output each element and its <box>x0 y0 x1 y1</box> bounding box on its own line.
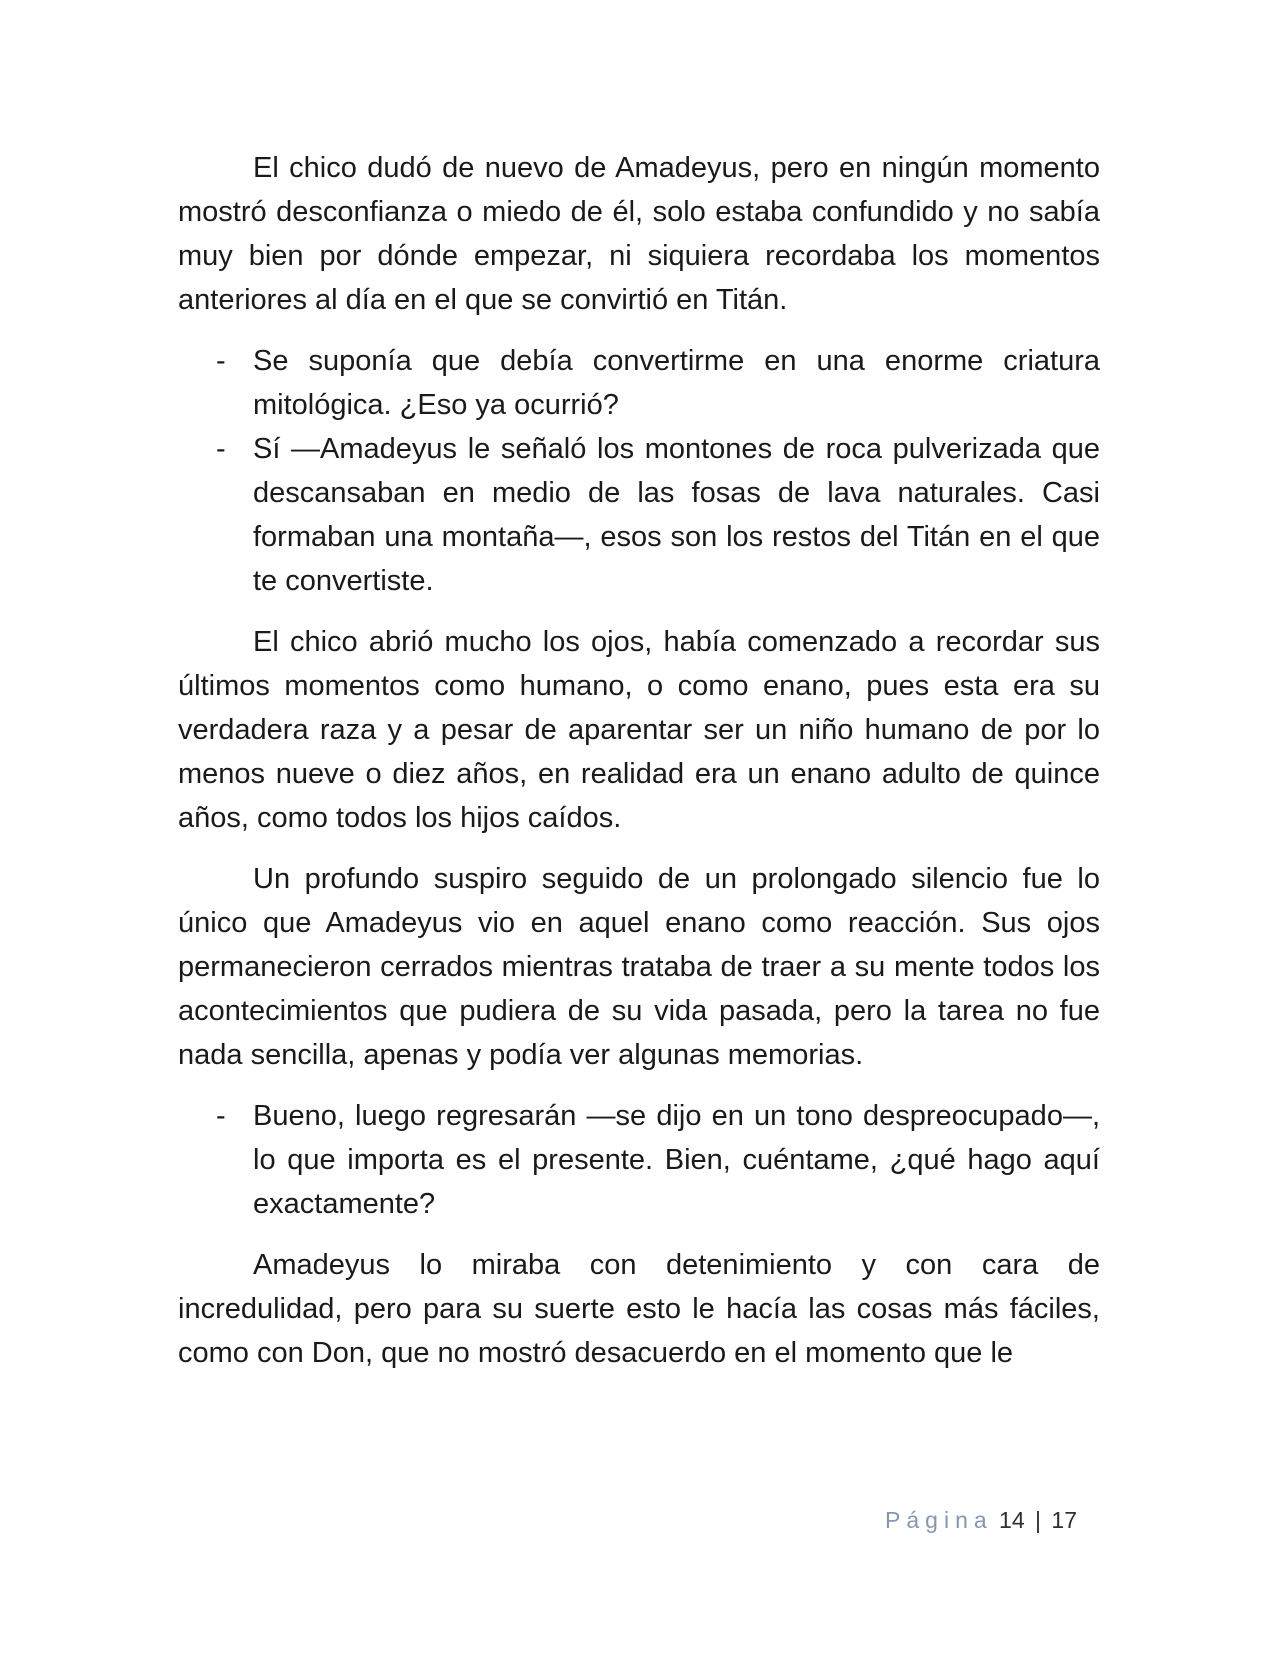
page-separator: | <box>1035 1507 1042 1533</box>
dialogue-list <box>178 1094 1100 1226</box>
dialogue-text: Sí —Amadeyus le señaló los montones de roca pulverizada que descansaban en medio de las fosas de lava naturales. Casi formaban una montaña—, esos son los restos del Titán en el que te convertiste. <box>253 433 1100 597</box>
page-total: 17 <box>1051 1507 1077 1533</box>
dialogue-item <box>178 339 1100 427</box>
page-number: 14 <box>999 1507 1025 1533</box>
dialogue-list <box>178 339 1100 603</box>
dialogue-item <box>178 427 1100 603</box>
paragraph: El chico abrió mucho los ojos, había comenzado a recordar sus últimos momentos como humano, o como enano, pues esta era su verdadera raza y a pesar de aparentar ser un niño humano de por lo menos nueve o diez años, en realidad era un enano adulto de quince años, como todos los hijos caídos. <box>178 626 1100 834</box>
dialogue-dash: - <box>216 433 226 465</box>
dialogue-item <box>178 1094 1100 1226</box>
page-body <box>178 146 1100 1392</box>
page-footer <box>885 1505 1077 1535</box>
dialogue-text: Se suponía que debía convertirme en una enorme criatura mitológica. ¿Eso ya ocurrió? <box>253 345 1100 421</box>
dialogue-dash: - <box>216 1100 226 1132</box>
paragraph: El chico dudó de nuevo de Amadeyus, pero en ningún momento mostró desconfianza o miedo de él, solo estaba confundido y no sabía muy bien por dónde empezar, ni siquiera recordaba los momentos anteriores al día en el que se convirtió en Titán. <box>178 152 1100 316</box>
dialogue-dash: - <box>216 345 226 377</box>
page-label: Página <box>885 1507 993 1533</box>
paragraph: Un profundo suspiro seguido de un prolongado silencio fue lo único que Amadeyus vio en aquel enano como reacción. Sus ojos permanecieron cerrados mientras trataba de traer a su mente todos los acontecimientos que pudiera de su vida pasada, pero la tarea no fue nada sencilla, apenas y podía ver algunas memorias. <box>178 863 1100 1071</box>
dialogue-text: Bueno, luego regresarán —se dijo en un tono despreocupado—, lo que importa es el presente. Bien, cuéntame, ¿qué hago aquí exactamente? <box>253 1100 1100 1220</box>
paragraph: Amadeyus lo miraba con detenimiento y con cara de incredulidad, pero para su suerte esto le hacía las cosas más fáciles, como con Don, que no mostró desacuerdo en el momento que le <box>178 1249 1100 1369</box>
